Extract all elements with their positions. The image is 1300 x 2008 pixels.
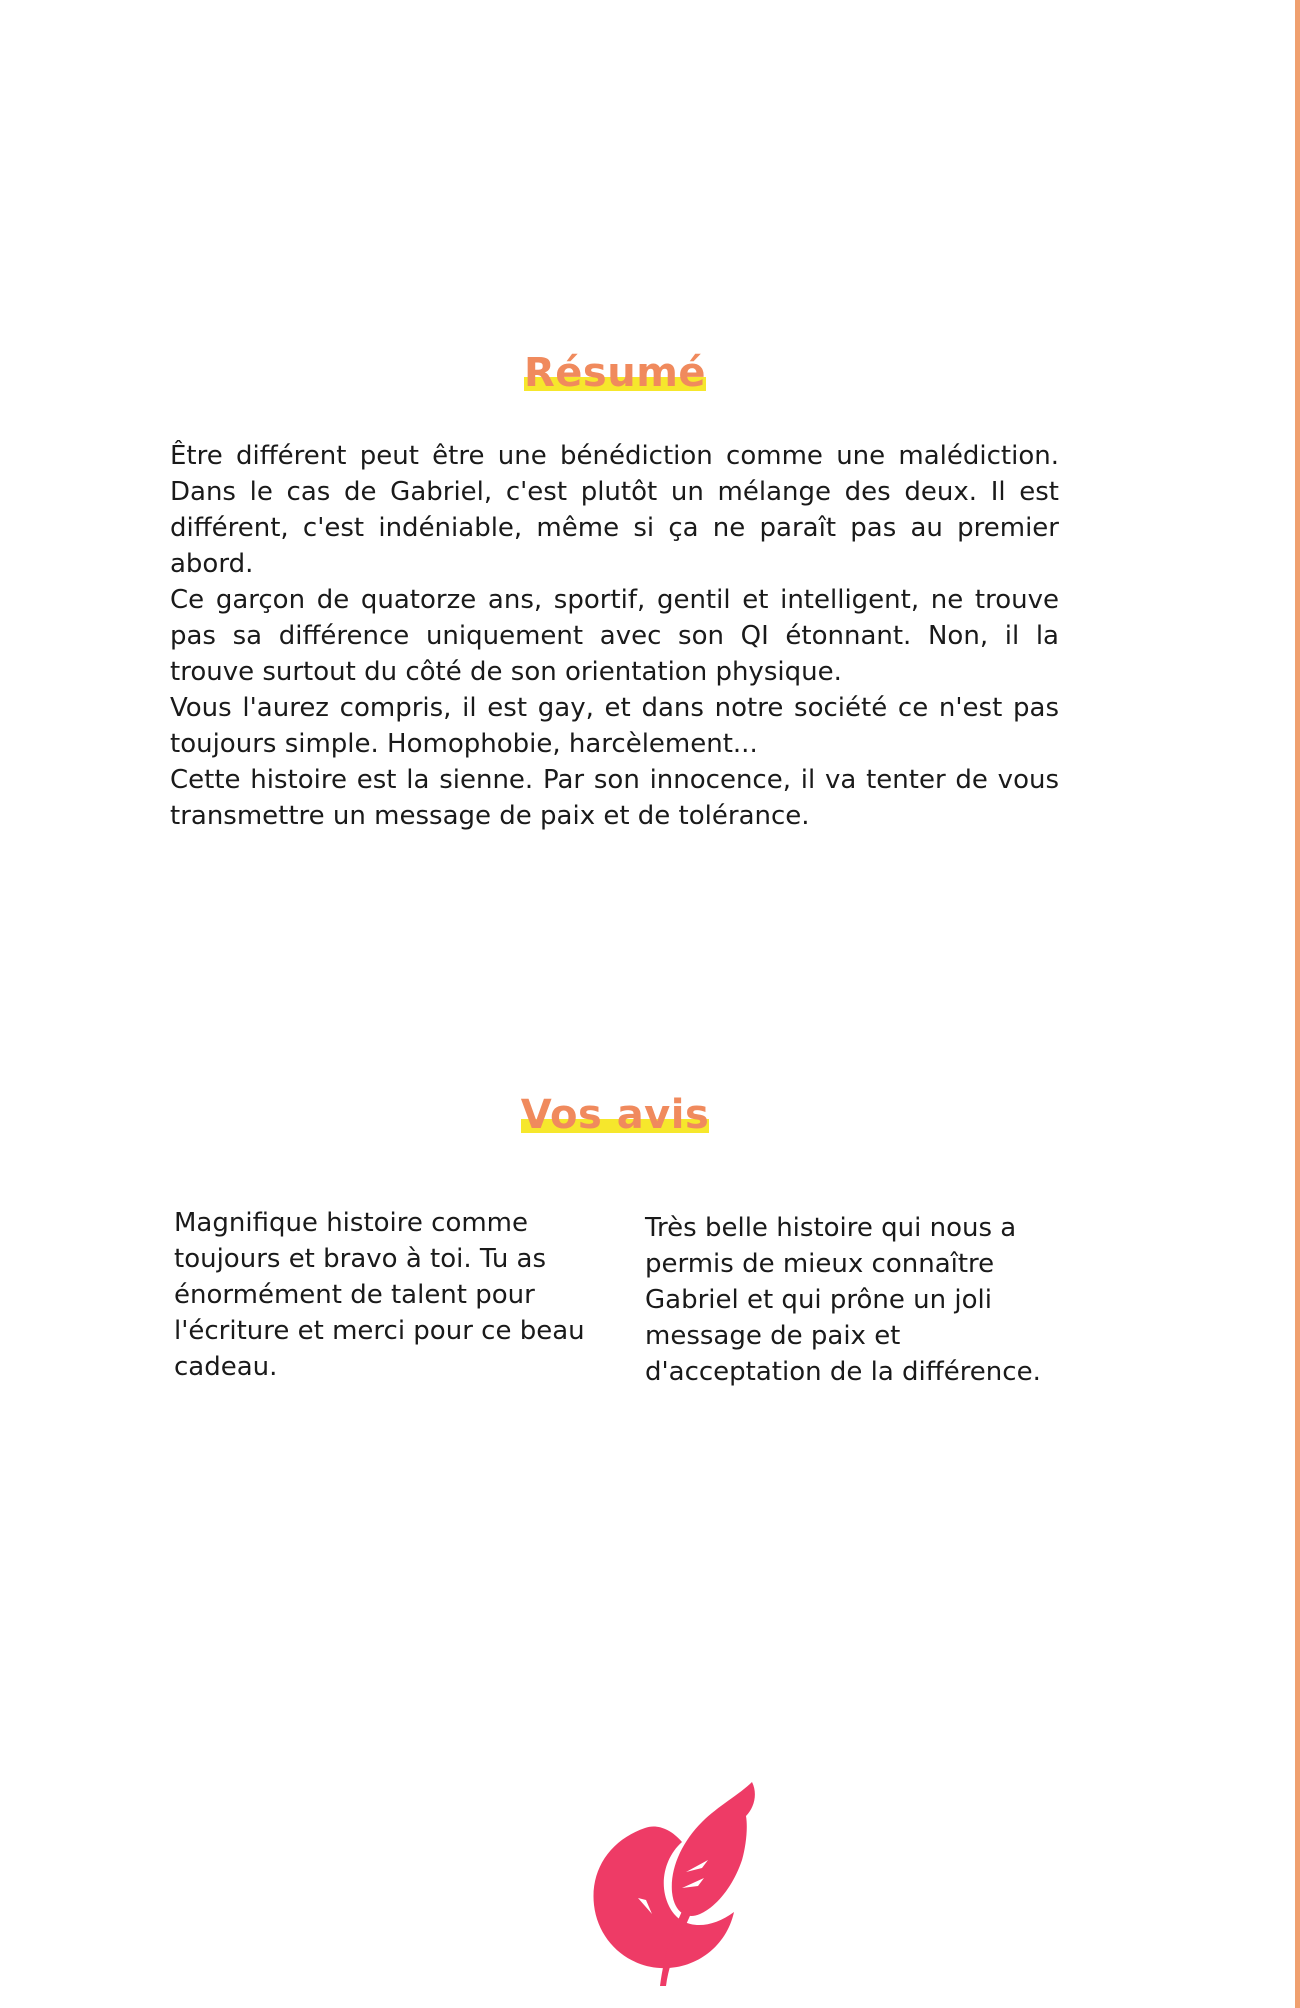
feather-quill-logo-icon xyxy=(590,1780,760,1990)
logo-shapes xyxy=(593,1782,754,1986)
right-edge-border xyxy=(1295,0,1300,2008)
reviews-heading: Vos avis xyxy=(520,1092,710,1138)
summary-text xyxy=(170,438,1059,834)
summary-paragraph: Vous l'aurez compris, il est gay, et dans notre société ce n'est pas toujours simple. Homophobie, harcèlement... xyxy=(170,693,1059,759)
summary-paragraph: Cette histoire est la sienne. Par son innocence, il va tenter de vous transmettre un message de paix et de tolérance. xyxy=(170,765,1059,831)
reviews-heading-container xyxy=(0,1091,1230,1139)
summary-paragraph: Être différent peut être une bénédiction comme une malédiction. Dans le cas de Gabriel, c'est plutôt un mélange des deux. Il est différent, c'est indéniable, même si ça ne paraît pas au premier abord. xyxy=(170,441,1059,579)
review-right: Très belle histoire qui nous a permis de mieux connaître Gabriel et qui prône un joli message de paix et d'acceptation de la différence. xyxy=(645,1213,1041,1387)
review-left: Magnifique histoire comme toujours et bravo à toi. Tu as énormément de talent pour l'écriture et merci pour ce beau cadeau. xyxy=(174,1208,585,1382)
summary-paragraph: Ce garçon de quatorze ans, sportif, gentil et intelligent, ne trouve pas sa différence uniquement avec son QI étonnant. Non, il la trouve surtout du côté de son orientation physique. xyxy=(170,585,1059,687)
resume-heading: Résumé xyxy=(523,350,707,396)
resume-heading-container xyxy=(0,349,1230,397)
